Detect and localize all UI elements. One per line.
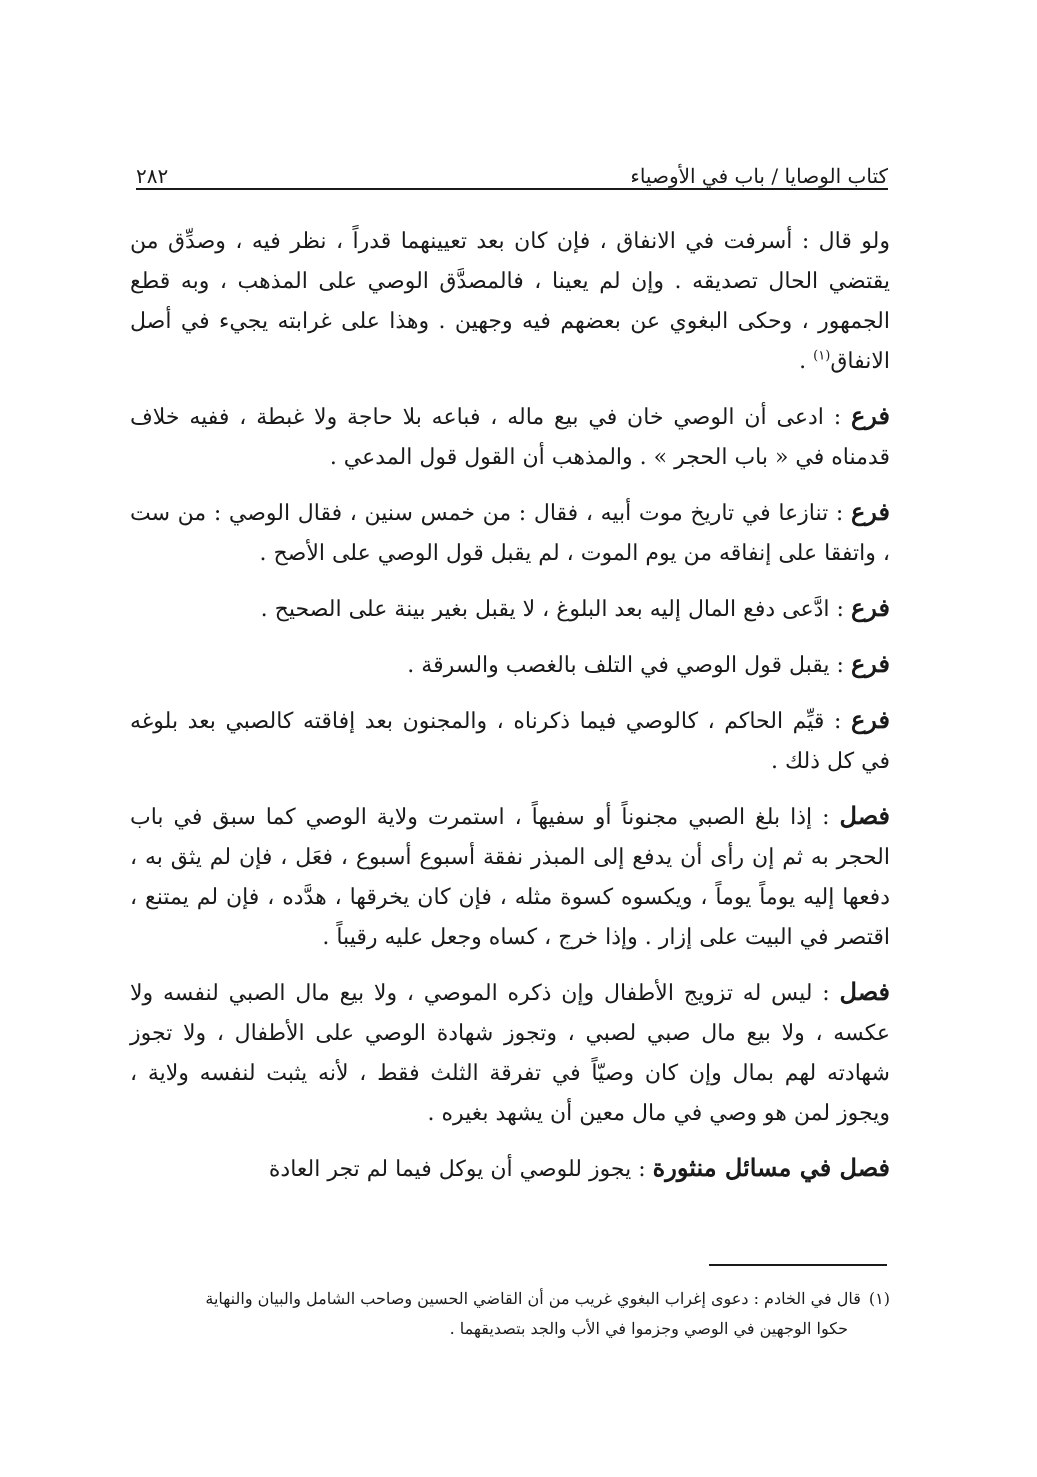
- header-rule: [136, 188, 888, 190]
- paragraph-7: [130, 796, 890, 958]
- paragraph-4: [130, 588, 890, 630]
- paragraph-6: [130, 700, 890, 782]
- page-header: [136, 150, 888, 188]
- section-lead: فصل: [839, 977, 890, 1006]
- paragraph-5: [130, 644, 890, 686]
- paragraph-text: : ليس له تزويج الأطفال وإن ذكره الموصي ، ولا بيع مال الصبي لنفسه ولا عكسه ، ولا بيع مال صبي لصبي ، وتجوز شهادة الوصي على الأطفال ، ولا تجوز شهادته لهم بمال وإن كان وصيّاً في تفرقة الثلث فقط ، لأنه يثبت لنفسه ولاية ، ويجوز لمن هو وصي في مال معين أن يشهد بغيره .: [130, 981, 890, 1126]
- paragraph-text: : تنازعا في تاريخ موت أبيه ، فقال : من خمس سنين ، فقال الوصي : من ست ، واتفقا على إنفاقه من يوم الموت ، لم يقبل قول الوصي على الأصح .: [130, 501, 890, 566]
- paragraph-tail: .: [799, 349, 814, 374]
- page-number: ٢٨٢: [136, 164, 169, 188]
- paragraph-text: : ادعى أن الوصي خان في بيع ماله ، فباعه بلا حاجة ولا غبطة ، ففيه خلاف قدمناه في « باب الحجر » . والمذهب أن القول قول المدعي .: [130, 405, 890, 470]
- paragraph-1: [130, 222, 890, 382]
- paragraph-9: [130, 1148, 890, 1190]
- paragraph-text: : إذا بلغ الصبي مجنوناً أو سفيهاً ، استمرت ولاية الوصي كما سبق في باب الحجر به ثم إن رأى أن يدفع إلى المبذر نفقة أسبوع أسبوع ، فعَل ، فإن لم يثق به ، دفعها إليه يوماً يوماً ، ويكسوه كسوة مثله ، فإن كان يخرقها ، هدَّده ، فإن لم يمتنع ، اقتصر في البيت على إزار . وإذا خرج ، كساه وجعل عليه رقيباً .: [130, 805, 890, 950]
- paragraph-2: [130, 396, 890, 478]
- body-text: [130, 222, 890, 1204]
- footnote-mark: (١): [813, 348, 831, 364]
- section-lead: فصل في مسائل منثورة: [652, 1153, 890, 1182]
- section-lead: فصل: [839, 801, 890, 830]
- footnote-number: (١): [868, 1289, 890, 1308]
- section-lead: فرع: [850, 649, 890, 678]
- footnote-rule: [709, 1264, 887, 1266]
- paragraph-text: : يجوز للوصي أن يوكل فيما لم تجر العادة: [268, 1157, 653, 1182]
- paragraph-text: : ادَّعى دفع المال إليه بعد البلوغ ، لا يقبل بغير بينة على الصحيح .: [260, 597, 851, 622]
- footnote-line-1: قال في الخادم : دعوى إغراب البغوي غريب من أن القاضي الحسين وصاحب الشامل والبيان والنهاية: [205, 1289, 861, 1308]
- section-lead: فرع: [850, 401, 890, 430]
- paragraph-text: : يقبل قول الوصي في التلف بالغصب والسرقة .: [407, 653, 851, 678]
- footnote: [130, 1284, 890, 1344]
- footnote-line-2: حكوا الوجهين في الوصي وجزموا في الأب والجد بتصديقهما .: [449, 1319, 848, 1338]
- section-lead: فرع: [850, 705, 890, 734]
- paragraph-3: [130, 492, 890, 574]
- paragraph-text: ولو قال : أسرفت في الانفاق ، فإن كان بعد تعيينهما قدراً ، نظر فيه ، وصدِّق من يقتضي الحال تصديقه . وإن لم يعينا ، فالمصدَّق الوصي على المذهب ، وبه قطع الجمهور ، وحكى البغوي عن بعضهم فيه وجهين . وهذا على غرابته يجيء في أصل الانفاق: [130, 229, 890, 374]
- running-title: كتاب الوصايا / باب في الأوصياء: [630, 164, 888, 188]
- section-lead: فرع: [850, 497, 890, 526]
- paragraph-8: [130, 972, 890, 1134]
- section-lead: فرع: [850, 593, 890, 622]
- paragraph-text: : قيِّم الحاكم ، كالوصي فيما ذكرناه ، والمجنون بعد إفاقته كالصبي بعد بلوغه في كل ذلك .: [130, 709, 890, 774]
